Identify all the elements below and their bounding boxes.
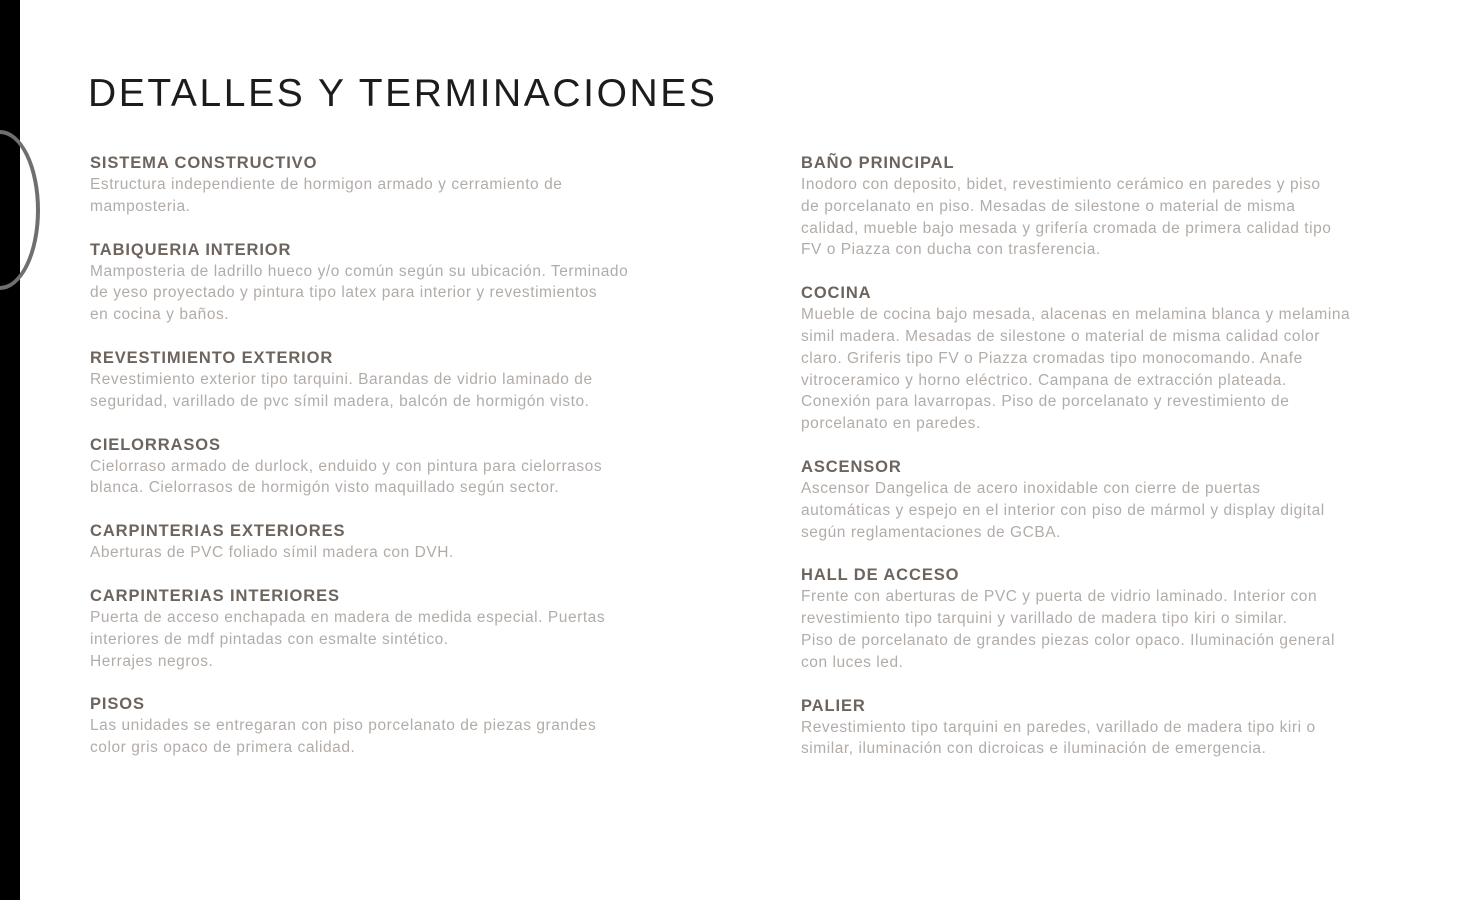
section-body: Aberturas de PVC foliado símil madera con DVH. [90,544,454,562]
section-body: Puerta de acceso enchapada en madera de medida especial. Puertas interiores de mdf pintadas con esmalte sintético. Herrajes negros. [90,608,606,670]
right-column [801,153,1456,782]
section-body: Revestimiento tipo tarquini en paredes, varillado de madera tipo kiri o similar, iluminación con dicroicas e iluminación de emergencia. [801,718,1316,758]
section-bano-principal [801,153,1456,261]
section-pisos [90,694,750,759]
section-body: Cielorraso armado de durlock, enduido y con pintura para cielorrasos blanca. Cielorrasos de hormigón visto maquillado según sector. [90,457,603,497]
section-heading: REVESTIMIENTO EXTERIOR [90,348,334,367]
section-heading: COCINA [801,284,872,303]
section-heading: BAÑO PRINCIPAL [801,154,955,172]
section-body: Inodoro con deposito, bidet, revestimiento cerámico en paredes y piso de porcelanato en piso. Mesadas de silestone o material de misma calidad, mueble bajo mesada y grifería cromada de primera calidad tipo FV o Piazza con ducha con trasferencia. [801,176,1332,259]
section-heading: CIELORRASOS [90,435,221,454]
section-heading: ASCENSOR [801,457,902,476]
section-carpinterias-interiores [90,586,750,672]
section-body: Revestimiento exterior tipo tarquini. Barandas de vidrio laminado de seguridad, varillado de pvc símil madera, balcón de hormigón visto. [90,370,593,410]
section-cocina [801,283,1456,435]
circle-arc-decoration [0,130,40,290]
section-body: Las unidades se entregaran con piso porcelanato de piezas grandes color gris opaco de primera calidad. [90,717,597,757]
section-heading: CARPINTERIAS INTERIORES [90,586,340,605]
section-body: Estructura independiente de hormigon armado y cerramiento de mamposteria. [90,176,563,215]
section-revestimiento-exterior [90,348,750,413]
section-heading: HALL DE ACCESO [801,566,960,585]
section-ascensor [801,457,1456,543]
section-heading: PISOS [90,695,145,714]
section-heading: CARPINTERIAS EXTERIORES [90,522,346,541]
section-hall-de-acceso [801,565,1456,673]
section-body: Mueble de cocina bajo mesada, alacenas en melamina blanca y melamina simil madera. Mesadas de silestone o material de misma calidad color claro. Griferis tipo FV o Piazza cromadas tipo monocomando. Anafe vitroceramico y horno eléctrico. Campana de extracción plateada. Conexión para lavarropas. Piso de porcelanato y revestimiento de porcelanato en paredes. [801,306,1351,433]
section-body: Mamposteria de ladrillo hueco y/o común según su ubicación. Terminado de yeso proyectado y pintura tipo latex para interior y revestimientos en cocina y baños. [90,262,629,324]
section-heading: PALIER [801,696,866,715]
section-palier [801,696,1456,761]
section-heading: SISTEMA CONSTRUCTIVO [90,154,318,172]
section-body: Ascensor Dangelica de acero inoxidable con cierre de puertas automáticas y espejo en el interior con piso de mármol y display digital según reglamentaciones de GCBA. [801,479,1325,541]
section-carpinterias-exteriores [90,521,750,564]
section-sistema-constructivo [90,153,750,218]
left-column [90,153,750,781]
section-heading: TABIQUERIA INTERIOR [90,240,292,259]
page-title: DETALLES Y TERMINACIONES [88,72,718,115]
section-tabiqueria-interior [90,240,750,326]
section-cielorrasos [90,435,750,500]
section-body: Frente con aberturas de PVC y puerta de vidrio laminado. Interior con revestimiento tipo tarquini y varillado de madera tipo kiri o similar. Piso de porcelanato de grandes piezas color opaco. Iluminación general con luces led. [801,588,1335,671]
